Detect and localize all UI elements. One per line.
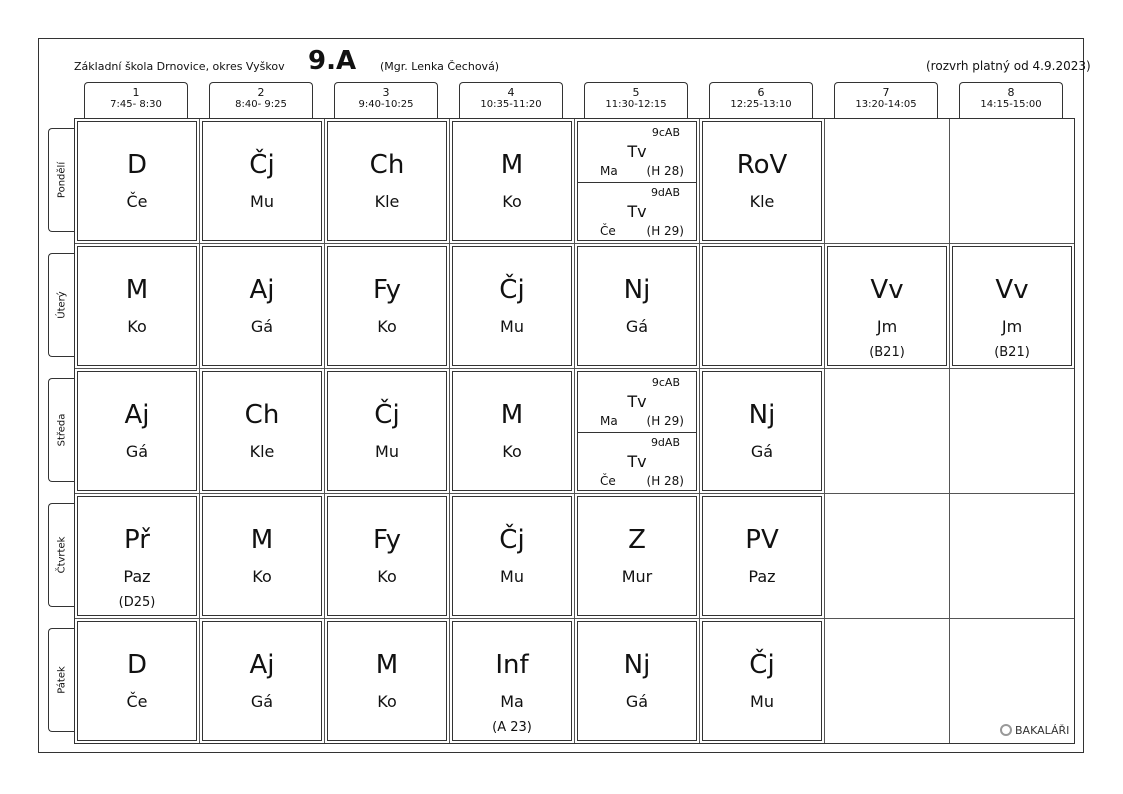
lesson-subject: Vv bbox=[995, 275, 1029, 305]
lesson-cell bbox=[202, 496, 322, 616]
lesson-teacher: Mur bbox=[621, 567, 653, 586]
period-number: 7 bbox=[882, 86, 890, 99]
grid-line bbox=[75, 493, 1074, 494]
lesson-cell-split bbox=[577, 371, 697, 491]
lesson-cell bbox=[77, 246, 197, 366]
lesson-teacher: Ko bbox=[377, 567, 397, 586]
lesson-subject: Čj bbox=[249, 150, 275, 180]
day-tab-monday bbox=[48, 128, 74, 232]
lesson-cell bbox=[702, 121, 822, 241]
lesson-teacher: Če bbox=[126, 192, 148, 211]
period-time: 7:45- 8:30 bbox=[110, 99, 162, 110]
lesson-half bbox=[578, 372, 696, 432]
lesson-cell-empty bbox=[702, 246, 822, 366]
lesson-teacher: Ko bbox=[502, 442, 522, 461]
lesson-cell bbox=[452, 621, 572, 741]
lesson-subject: Nj bbox=[623, 650, 651, 680]
lesson-cell bbox=[77, 496, 197, 616]
grid-line bbox=[824, 119, 825, 743]
lesson-group: 9cAB bbox=[651, 126, 680, 139]
period-time: 14:15-15:00 bbox=[980, 99, 1042, 110]
period-header-1 bbox=[84, 82, 188, 118]
lesson-room: (B21) bbox=[994, 345, 1030, 360]
period-number: 6 bbox=[757, 86, 765, 99]
lesson-subject: Aj bbox=[249, 275, 275, 305]
lesson-group: 9dAB bbox=[650, 186, 680, 199]
grid-line bbox=[324, 119, 325, 743]
grid-line bbox=[75, 243, 1074, 244]
lesson-cell bbox=[452, 371, 572, 491]
lesson-teacher: Ma bbox=[600, 414, 618, 428]
lesson-teacher: Gá bbox=[250, 692, 274, 711]
class-teacher: (Mgr. Lenka Čechová) bbox=[380, 60, 500, 73]
lesson-cell bbox=[202, 246, 322, 366]
lesson-cell bbox=[577, 496, 697, 616]
lesson-teacher: Mu bbox=[750, 692, 774, 711]
lesson-subject: Nj bbox=[623, 275, 651, 305]
period-time: 12:25-13:10 bbox=[730, 99, 792, 110]
lesson-cell bbox=[77, 621, 197, 741]
bakalari-logo bbox=[1000, 724, 1069, 737]
lesson-teacher: Če bbox=[600, 224, 616, 238]
lesson-cell bbox=[77, 371, 197, 491]
lesson-room: (H 29) bbox=[646, 414, 684, 428]
gear-icon bbox=[1000, 724, 1012, 736]
lesson-subject: M bbox=[500, 400, 524, 430]
period-header-8 bbox=[959, 82, 1063, 118]
lesson-teacher: Ma bbox=[500, 692, 524, 711]
lesson-teacher: Gá bbox=[125, 442, 149, 461]
lesson-subject: Čj bbox=[499, 525, 525, 555]
lesson-teacher: Gá bbox=[750, 442, 774, 461]
lesson-teacher: Ko bbox=[377, 317, 397, 336]
lesson-teacher: Kle bbox=[374, 192, 400, 211]
day-tab-tuesday bbox=[48, 253, 74, 357]
lesson-teacher: Paz bbox=[748, 567, 776, 586]
period-number: 3 bbox=[382, 86, 390, 99]
grid-line bbox=[75, 618, 1074, 619]
period-header-7 bbox=[834, 82, 938, 118]
day-label: Středa bbox=[56, 413, 67, 447]
lesson-teacher: Gá bbox=[250, 317, 274, 336]
period-number: 4 bbox=[507, 86, 515, 99]
period-number: 8 bbox=[1007, 86, 1015, 99]
lesson-cell bbox=[77, 121, 197, 241]
grid-line bbox=[75, 368, 1074, 369]
lesson-teacher: Paz bbox=[123, 567, 151, 586]
period-time: 9:40-10:25 bbox=[358, 99, 414, 110]
lesson-teacher: Ma bbox=[600, 164, 618, 178]
lesson-subject: Čj bbox=[499, 275, 525, 305]
lesson-teacher: Gá bbox=[625, 317, 649, 336]
lesson-teacher: Če bbox=[126, 692, 148, 711]
lesson-cell bbox=[702, 621, 822, 741]
lesson-subject: D bbox=[126, 150, 148, 180]
lesson-cell bbox=[327, 496, 447, 616]
lesson-cell bbox=[577, 621, 697, 741]
day-label: Pátek bbox=[56, 666, 67, 694]
lesson-subject: Tv bbox=[627, 452, 647, 471]
lesson-teacher: Ko bbox=[502, 192, 522, 211]
lesson-subject: Vv bbox=[870, 275, 904, 305]
lesson-teacher: Mu bbox=[500, 317, 524, 336]
lesson-subject: M bbox=[500, 150, 524, 180]
grid-line bbox=[699, 119, 700, 743]
period-time: 10:35-11:20 bbox=[480, 99, 542, 110]
period-header-2 bbox=[209, 82, 313, 118]
lesson-cell bbox=[327, 621, 447, 741]
lesson-room: (B21) bbox=[869, 345, 905, 360]
lesson-group: 9dAB bbox=[650, 436, 680, 449]
lesson-subject: Tv bbox=[627, 202, 647, 221]
lesson-cell bbox=[202, 121, 322, 241]
lesson-cell bbox=[702, 496, 822, 616]
lesson-cell bbox=[702, 371, 822, 491]
valid-from: (rozvrh platný od 4.9.2023) bbox=[926, 59, 1091, 73]
lesson-subject: PV bbox=[745, 525, 779, 555]
day-label: Pondělí bbox=[56, 161, 67, 199]
lesson-cell bbox=[452, 496, 572, 616]
lesson-subject: RoV bbox=[736, 150, 788, 180]
lesson-subject: Z bbox=[628, 525, 646, 555]
lesson-cell bbox=[952, 246, 1072, 366]
lesson-room: (H 28) bbox=[646, 164, 684, 178]
day-tab-thursday bbox=[48, 503, 74, 607]
lesson-cell bbox=[327, 371, 447, 491]
lesson-room: (A 23) bbox=[492, 720, 532, 735]
lesson-subject: Ch bbox=[244, 400, 280, 430]
lesson-subject: Tv bbox=[627, 142, 647, 161]
lesson-cell bbox=[827, 246, 947, 366]
lesson-subject: Inf bbox=[495, 650, 529, 680]
lesson-teacher: Ko bbox=[377, 692, 397, 711]
period-number: 5 bbox=[632, 86, 640, 99]
period-number: 2 bbox=[257, 86, 265, 99]
lesson-teacher: Gá bbox=[625, 692, 649, 711]
lesson-subject: Fy bbox=[373, 275, 401, 305]
lesson-room: (D25) bbox=[118, 595, 156, 610]
lesson-subject: Aj bbox=[249, 650, 275, 680]
lesson-room: (H 28) bbox=[646, 474, 684, 488]
lesson-cell bbox=[202, 621, 322, 741]
lesson-teacher: Mu bbox=[500, 567, 524, 586]
lesson-subject: Ch bbox=[369, 150, 405, 180]
period-header-5 bbox=[584, 82, 688, 118]
lesson-subject: M bbox=[375, 650, 399, 680]
period-time: 13:20-14:05 bbox=[855, 99, 917, 110]
day-label: Úterý bbox=[56, 291, 67, 319]
lesson-cell bbox=[327, 246, 447, 366]
lesson-room: (H 29) bbox=[646, 224, 684, 238]
lesson-teacher: Mu bbox=[375, 442, 399, 461]
class-name: 9.A bbox=[308, 46, 357, 76]
period-header-6 bbox=[709, 82, 813, 118]
grid-line bbox=[199, 119, 200, 743]
school-name: Základní škola Drnovice, okres Vyškov bbox=[74, 60, 285, 73]
grid-line bbox=[949, 119, 950, 743]
lesson-teacher: Mu bbox=[250, 192, 274, 211]
lesson-subject: Nj bbox=[748, 400, 776, 430]
lesson-half bbox=[578, 432, 696, 492]
period-header-4 bbox=[459, 82, 563, 118]
lesson-subject: M bbox=[125, 275, 149, 305]
lesson-teacher: Jm bbox=[876, 317, 898, 336]
grid-line bbox=[449, 119, 450, 743]
lesson-subject: Tv bbox=[627, 392, 647, 411]
lesson-subject: Př bbox=[124, 525, 150, 555]
lesson-cell bbox=[202, 371, 322, 491]
lesson-cell-split bbox=[577, 121, 697, 241]
logo-text: BAKALÁŘI bbox=[1015, 724, 1070, 737]
period-header-3 bbox=[334, 82, 438, 118]
lesson-teacher: Jm bbox=[1001, 317, 1023, 336]
lesson-subject: Aj bbox=[124, 400, 150, 430]
lesson-teacher: Kle bbox=[249, 442, 275, 461]
period-number: 1 bbox=[132, 86, 140, 99]
lesson-cell bbox=[452, 121, 572, 241]
day-tab-friday bbox=[48, 628, 74, 732]
lesson-half bbox=[578, 182, 696, 242]
lesson-cell bbox=[577, 246, 697, 366]
lesson-teacher: Kle bbox=[749, 192, 775, 211]
period-time: 8:40- 9:25 bbox=[235, 99, 287, 110]
lesson-subject: Fy bbox=[373, 525, 401, 555]
day-tab-wednesday bbox=[48, 378, 74, 482]
lesson-subject: Čj bbox=[749, 650, 775, 680]
lesson-teacher: Ko bbox=[252, 567, 272, 586]
lesson-cell bbox=[452, 246, 572, 366]
lesson-teacher: Če bbox=[600, 474, 616, 488]
lesson-group: 9cAB bbox=[651, 376, 680, 389]
lesson-subject: D bbox=[126, 650, 148, 680]
day-label: Čtvrtek bbox=[56, 536, 67, 574]
timetable-grid bbox=[74, 118, 1075, 744]
lesson-subject: M bbox=[250, 525, 274, 555]
grid-line bbox=[574, 119, 575, 743]
lesson-cell bbox=[327, 121, 447, 241]
lesson-subject: Čj bbox=[374, 400, 400, 430]
lesson-half bbox=[578, 122, 696, 182]
period-time: 11:30-12:15 bbox=[605, 99, 667, 110]
lesson-teacher: Ko bbox=[127, 317, 147, 336]
